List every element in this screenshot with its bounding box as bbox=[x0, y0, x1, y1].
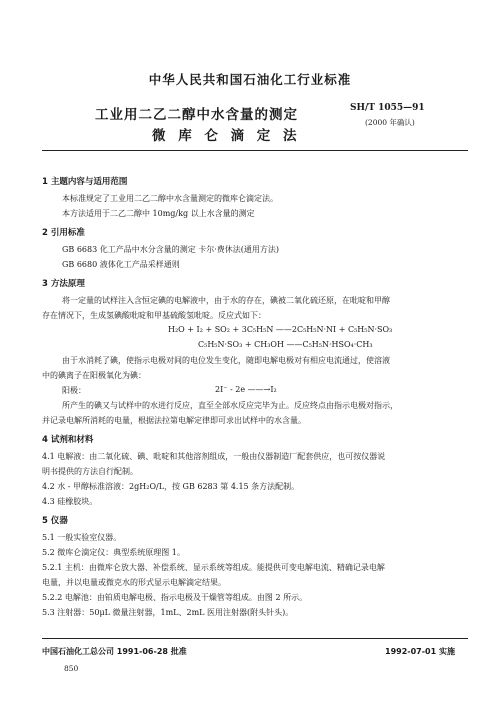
reaction-equation-2: C₅H₅N·SO₃ + CH₃OH ——C₅H₅N·HSO₄·CH₃ bbox=[198, 340, 373, 349]
section-4-heading: 4 试剂和材料 bbox=[42, 435, 94, 445]
item-4-2: 4.2 水 - 甲醇标准溶液：2gH₂O/L，按 GB 6283 第 4.15 条方法配制。 bbox=[42, 482, 300, 491]
section-3-text-2a: 由于水消耗了碘，使指示电极对间的电位发生变化，随即电解电极对有相应电流通过，使溶液 bbox=[62, 356, 390, 365]
item-5-2-1a: 5.2.1 主机：由微库仑放大器、补偿系统、显示系统等组成。能提供可变电解电流、精确记录电解 bbox=[42, 563, 385, 572]
section-1-text-1: 本标准规定了工业用二乙二醇中水含量测定的微库仑滴定法。 bbox=[62, 194, 278, 203]
confirmation-note: (2000 年确认) bbox=[365, 118, 415, 127]
item-5-2: 5.2 微库仑滴定仪：典型系统原理图 1。 bbox=[42, 548, 185, 557]
item-5-1: 5.1 一般实验室仪器。 bbox=[42, 533, 122, 542]
item-5-3: 5.3 注射器：50μL 微量注射器，1mL、2mL 医用注射器(附头针头)。 bbox=[42, 608, 294, 617]
item-5-2-1b: 电量，并以电量或微克水的形式显示电解滴定结果。 bbox=[42, 578, 226, 587]
document-title: 工业用二乙二醇中水含量的测定 bbox=[95, 107, 298, 123]
footer-rule bbox=[42, 638, 468, 639]
section-3-text-3a: 所产生的碘又与试样中的水进行反应，直至全部水反应完毕为止。反应终点由指示电极对指示， bbox=[62, 401, 398, 410]
reference-gb6680: GB 6680 液体化工产品采样通则 bbox=[62, 260, 180, 269]
section-1-heading: 1 主题内容与适用范围 bbox=[42, 177, 128, 187]
section-1-text-2: 本方法适用于二乙二醇中 10mg/kg 以上水含量的测定 bbox=[62, 209, 255, 218]
section-2-heading: 2 引用标准 bbox=[42, 228, 85, 238]
item-5-2-2: 5.2.2 电解池：由铂质电解电极、指示电极及干燥管等组成。由图 2 所示。 bbox=[42, 593, 308, 602]
section-3-text-3b: 并记录电解所消耗的电量，根据法拉第电解定律即可求出试样中的水含量。 bbox=[42, 416, 306, 425]
anode-label: 阳极： bbox=[62, 386, 86, 395]
reaction-equation-1: H₂O + I₂ + SO₂ + 3C₅H₅N ——2C₅H₅N·NI + C₅H₅N·SO₃ bbox=[168, 325, 393, 334]
implementation-date: 1992-07-01 实施 bbox=[385, 647, 455, 656]
item-4-1a: 4.1 电解液：由二氧化硫、碘、吡啶和其他溶剂组成，一般由仪器制造厂配套供应，也可按仪器说 bbox=[42, 452, 386, 461]
section-3-text-2b: 中的碘离子在阳极氧化为碘： bbox=[42, 371, 146, 380]
reference-gb6683: GB 6683 化工产品中水分含量的测定 卡尔·费休法(通用方法) bbox=[62, 245, 280, 254]
issuing-org: 中华人民共和国石油化工行业标准 bbox=[148, 72, 352, 87]
header-rule bbox=[42, 150, 468, 151]
anode-equation: 2I⁻ - 2e ——→I₂ bbox=[215, 385, 277, 394]
document-subtitle: 微 库 仑 滴 定 法 bbox=[152, 128, 301, 144]
page-number: 850 bbox=[64, 664, 79, 673]
section-3-text-1a: 将一定量的试样注入含恒定碘的电解液中，由于水的存在，碘被二氧化硫还原，在吡啶和甲醇 bbox=[62, 296, 390, 305]
section-5-heading: 5 仪器 bbox=[42, 516, 68, 526]
section-3-text-1b: 存在情况下，生成氢碘酸吡啶和甲基硫酸氢吡啶。反应式如下： bbox=[42, 311, 266, 320]
standard-number: SH/T 1055—91 bbox=[350, 103, 425, 113]
item-4-3: 4.3 硅橡胶块。 bbox=[42, 497, 98, 506]
section-3-heading: 3 方法原理 bbox=[42, 279, 85, 289]
item-4-1b: 明书提供的方法自行配制。 bbox=[42, 467, 138, 476]
approval-date: 中国石油化工总公司 1991-06-28 批准 bbox=[42, 647, 187, 656]
